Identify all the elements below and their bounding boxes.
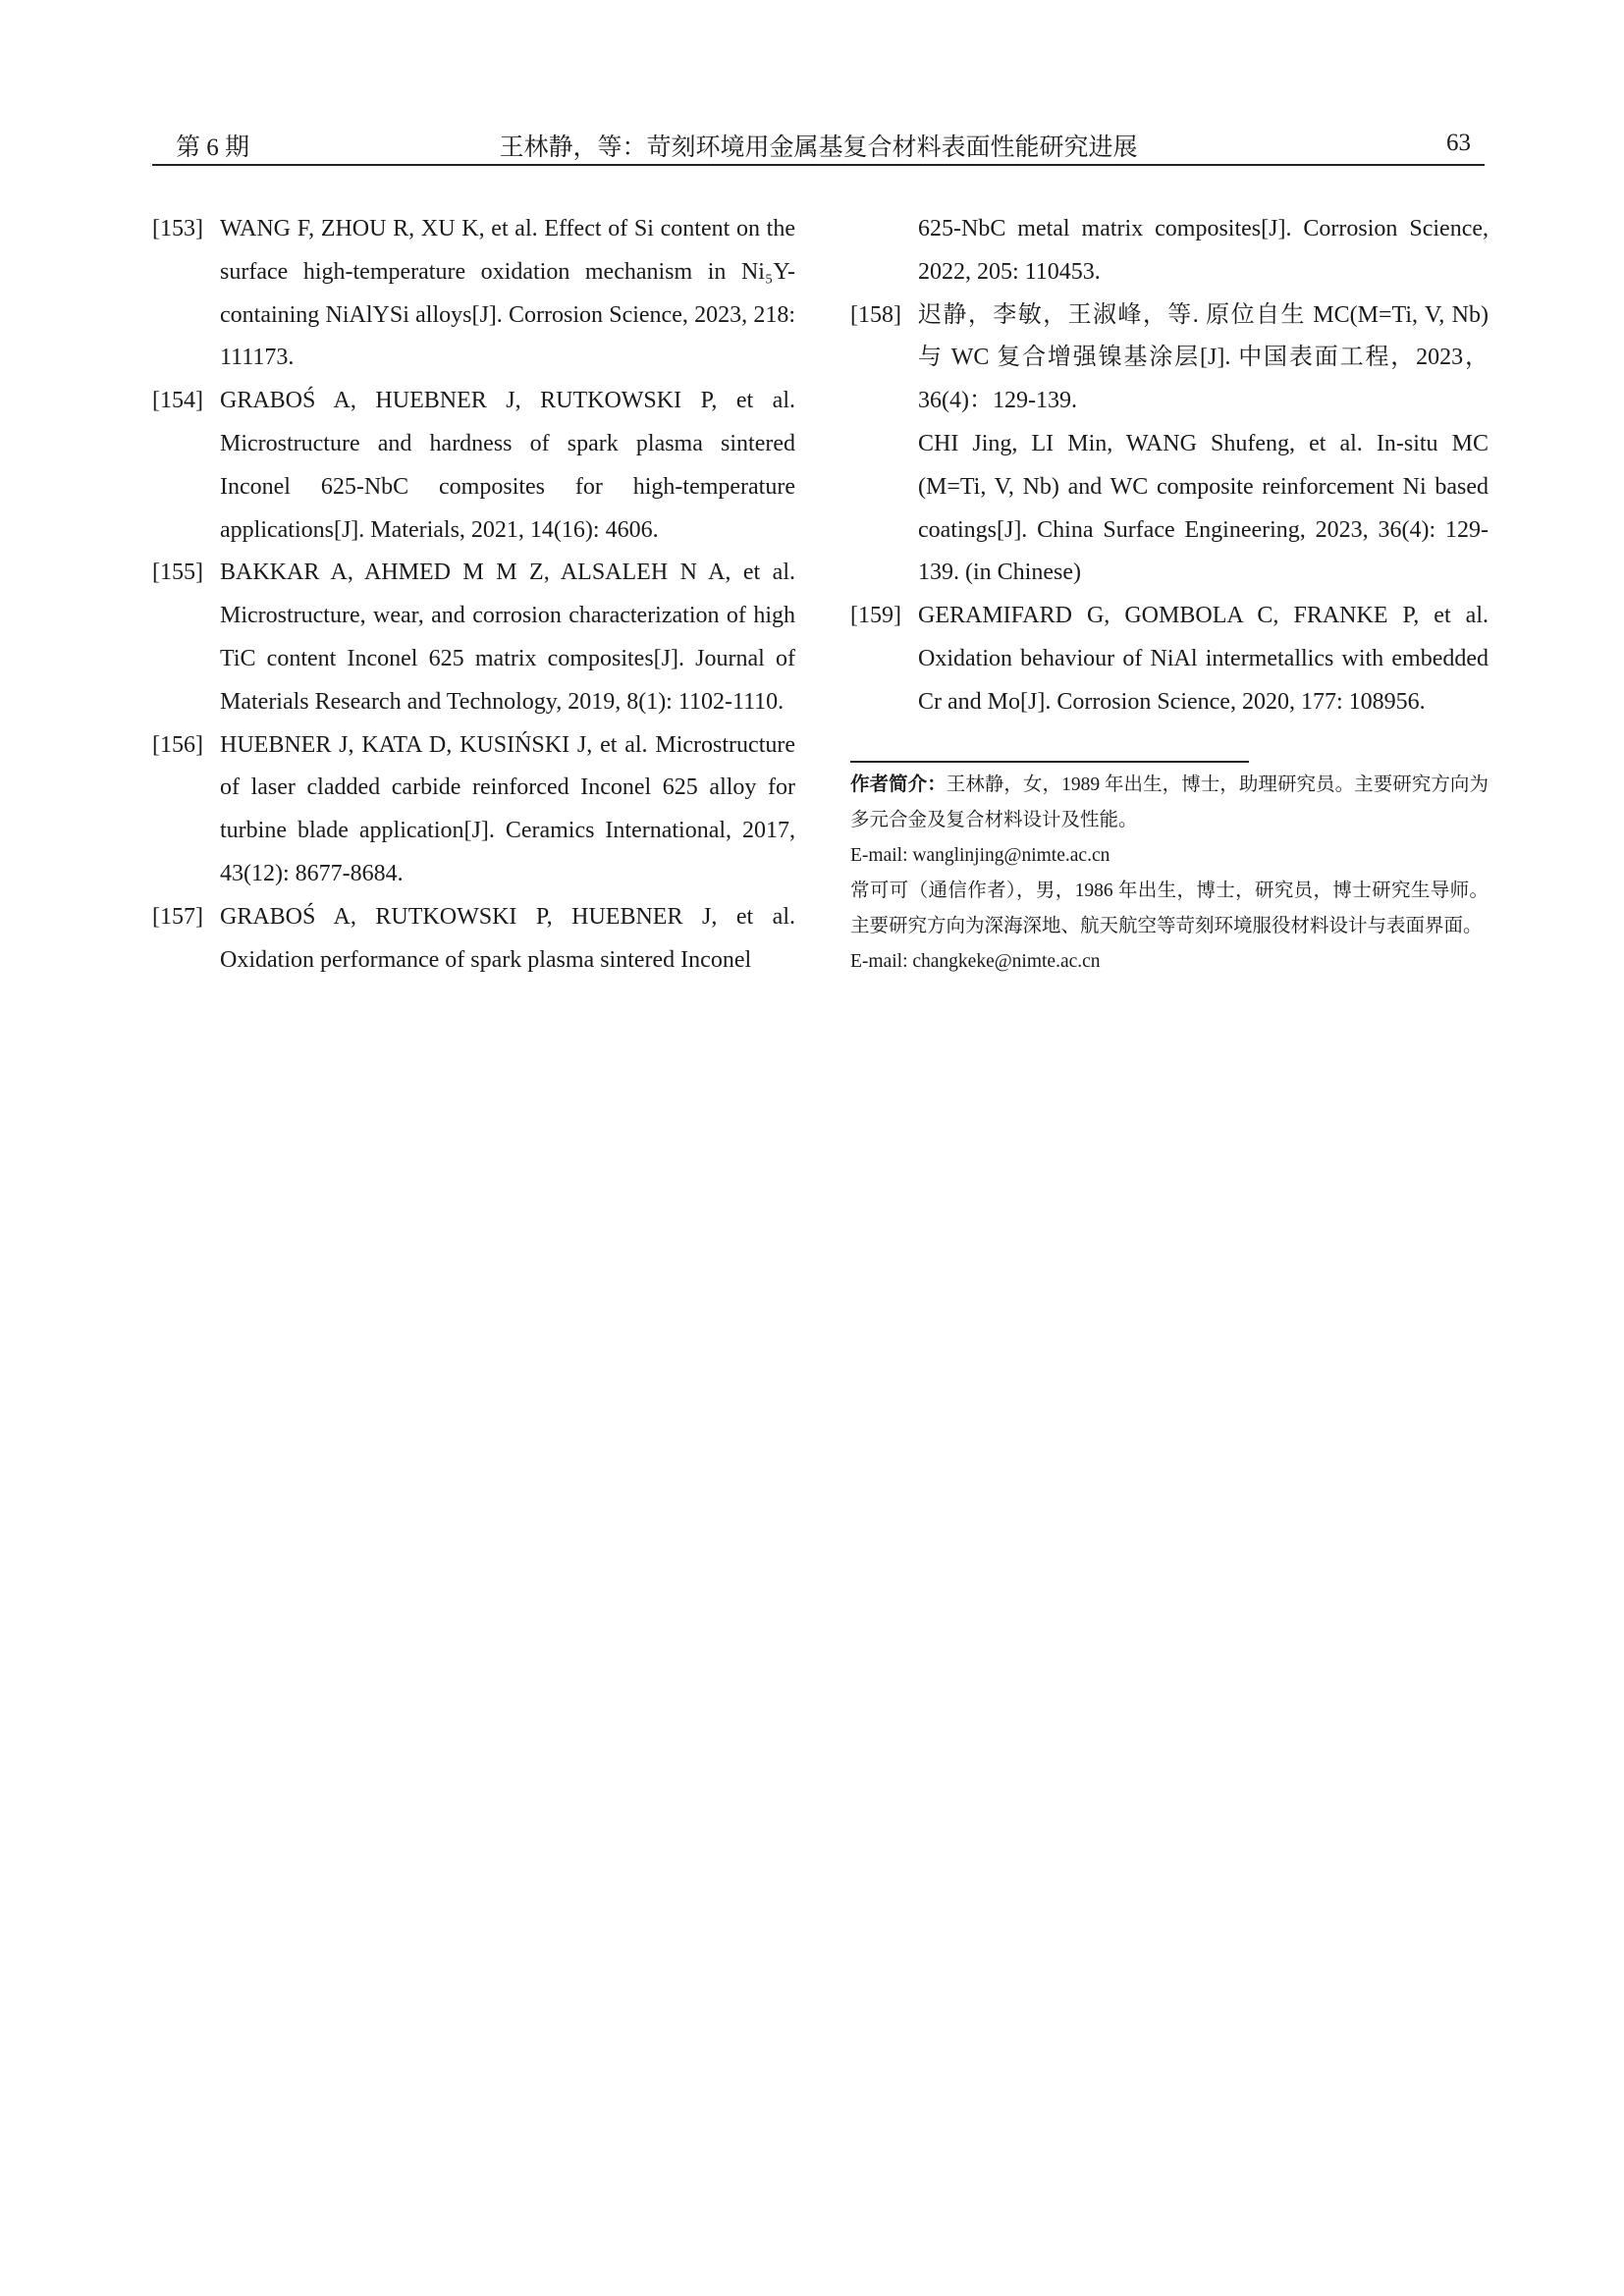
reference-text: GERAMIFARD G, GOMBOLA C, FRANKE P, et al. Oxidation behaviour of NiAl intermetallics with embedded Cr and Mo[J]. Corrosion Science, 2020, 177: 108956. xyxy=(918,603,1489,715)
reference-text: GRABOŚ A, HUEBNER J, RUTKOWSKI P, et al. Microstructure and hardness of spark plasma sintered Inconel 625-NbC composites for high-temperature applications[J]. Materials, 2021, 14(16): 4606. xyxy=(220,388,795,543)
author1-text: 王林静，女，1989 年出生，博士，助理研究员。主要研究方向为多元合金及复合材料设计及性能。 xyxy=(850,774,1489,830)
issue-label: 第 6 期 xyxy=(176,134,250,161)
reference-number: [159] xyxy=(850,603,901,629)
reference-text: BAKKAR A, AHMED M M Z, ALSALEH N A, et al. Microstructure, wear, and corrosion characterization of high TiC content Inconel 625 matrix composites[J]. Journal of Materials Research and Technology, 2019, 8(1): 1102-1110. xyxy=(220,560,795,715)
footnote-label: 作者简介： xyxy=(850,774,947,795)
right-column xyxy=(850,208,1489,724)
reference-text: HUEBNER J, KATA D, KUSIŃSKI J, et al. Microstructure of laser cladded carbide reinforced Inconel 625 alloy for turbine blade application[J]. Ceramics International, 2017, 43(12): 8677-8684. xyxy=(220,731,795,886)
left-column xyxy=(152,208,795,982)
reference-number: [154] xyxy=(152,388,203,414)
author1-email[interactable]: E-mail: wanglinjing@nimte.ac.cn xyxy=(850,845,1110,866)
reference-158 xyxy=(850,294,1489,423)
page-number: 63 xyxy=(1446,130,1471,156)
footnote-rule xyxy=(850,761,1249,763)
reference-157-continuation: 625-NbC metal matrix composites[J]. Corrosion Science, 2022, 205: 110453. xyxy=(918,216,1489,285)
reference-text: WANG F, ZHOU R, XU K, et al. Effect of Si content on the surface high-temperature oxidation mechanism in Ni₅Y-containing NiAlYSi alloys[J]. Corrosion Science, 2023, 218: 111173. xyxy=(220,216,795,371)
author1-bio xyxy=(850,768,1489,838)
reference-text: GRABOŚ A, RUTKOWSKI P, HUEBNER J, et al. Oxidation performance of spark plasma sintered Inconel xyxy=(220,903,795,973)
reference-158-english: CHI Jing, LI Min, WANG Shufeng, et al. In-situ MC (M=Ti, V, Nb) and WC composite reinforcement Ni based coatings[J]. China Surface Engineering, 2023, 36(4): 129-139. (in Chinese) xyxy=(918,430,1489,586)
reference-number: [158] xyxy=(850,301,901,328)
author2-email[interactable]: E-mail: changkeke@nimte.ac.cn xyxy=(850,951,1101,972)
reference-number: [155] xyxy=(152,560,203,586)
reference-number: [156] xyxy=(152,731,203,758)
reference-number: [157] xyxy=(152,903,203,930)
header-rule xyxy=(152,164,1485,166)
reference-number: [153] xyxy=(152,216,203,241)
reference-154 xyxy=(152,380,795,552)
author2-bio: 常可可（通信作者），男，1986 年出生，博士，研究员，博士研究生导师。主要研究方向为深海深地、航天航空等苛刻环境服役材料设计与表面界面。 xyxy=(850,881,1489,936)
reference-159 xyxy=(850,595,1489,723)
running-title: 王林静，等：苛刻环境用金属基复合材料表面性能研究进展 xyxy=(499,134,1138,161)
author-footnote xyxy=(850,768,1489,980)
reference-156 xyxy=(152,724,795,896)
reference-153 xyxy=(152,208,795,380)
reference-155 xyxy=(152,552,795,723)
page-header xyxy=(152,128,1485,167)
reference-157 xyxy=(152,896,795,983)
reference-text-chinese: 迟静，李敏，王淑峰，等. 原位自生 MC(M=Ti, V, Nb) 与 WC 复合增强镍基涂层[J]. 中国表面工程，2023，36(4)：129-139. xyxy=(918,301,1489,414)
